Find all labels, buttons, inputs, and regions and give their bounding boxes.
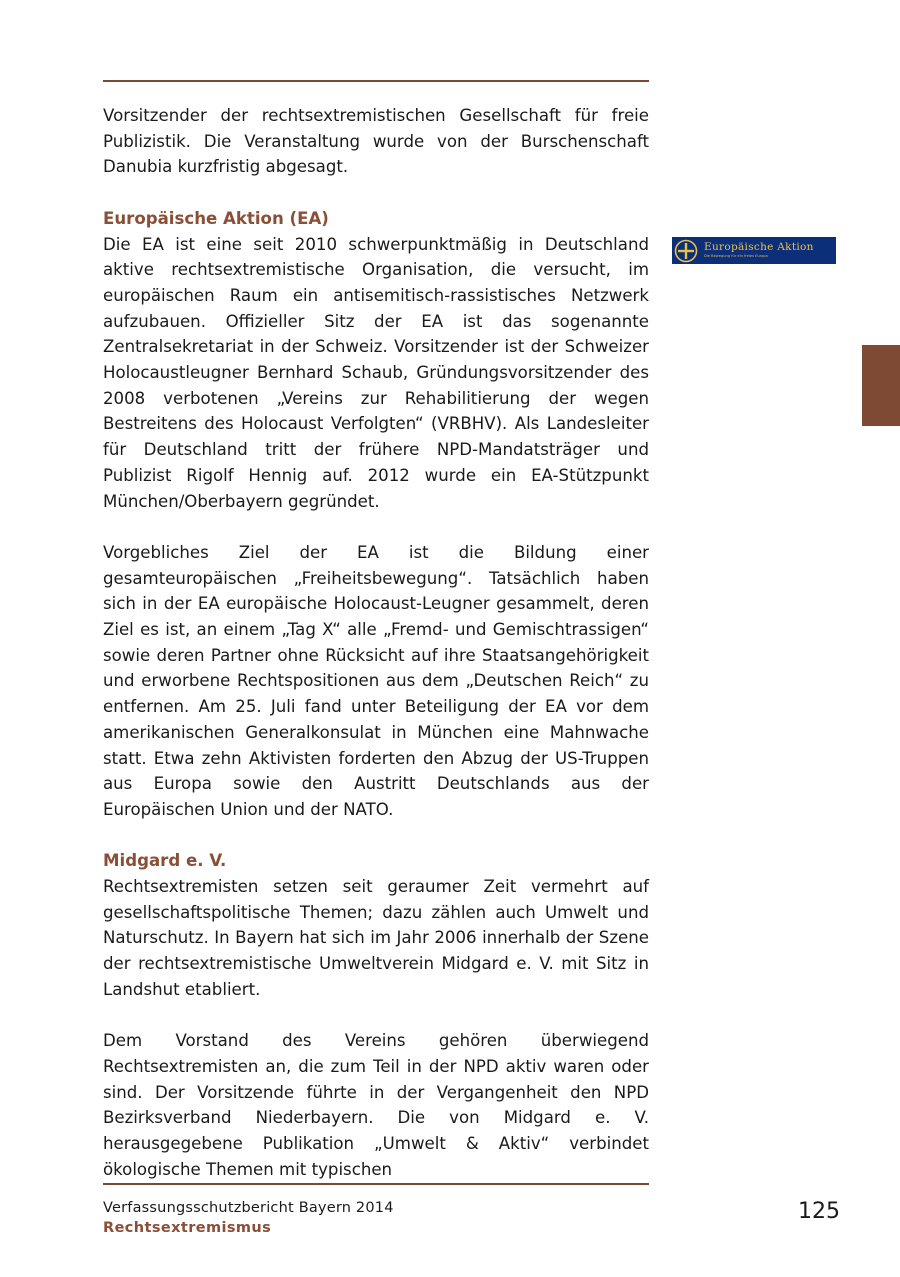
midgard-paragraph-2: Dem Vorstand des Vereins gehören überwiegend Rechtsextremisten an, die zum Teil in der NPD aktiv waren oder sind. Der Vorsitzende führte in der Vergangenheit den NPD Bezirksverband Niederbayern. Die von Midgard e. V. herausgegebene Publikation „Umwelt & Aktiv“ verbindet ökologische Themen mit typischen (103, 1031, 649, 1179)
page-body (103, 103, 649, 1182)
chapter-side-tab (862, 345, 900, 426)
ea-paragraph-2: Vorgebliches Ziel der EA ist die Bildung einer gesamteuropäischen „Freiheitsbewegung“. Tatsächlich haben sich in der EA europäische Holocaust-Leugner gesammelt, deren Ziel es ist, an einem „Tag X“ alle „Fremd- und Gemischtrassigen“ sowie deren Partner ohne Rücksicht auf ihre Staatsangehörigkeit und erworbene Rechtspositionen aus dem „Deutschen Reich“ zu entfernen. Am 25. Juli fand unter Beteiligung der EA vor dem amerikanischen Generalkonsulat in München eine Mahnwache statt. Etwa zehn Aktivisten forderten den Abzug der US-Truppen aus Europa sowie den Austritt Deutschlands aus der Europäischen Union und der NATO. (103, 542, 649, 819)
ea-paragraph-1: Die EA ist eine seit 2010 schwerpunktmäßig in Deutschland aktive rechtsextremistische Organisation, die versucht, im europäischen Raum ein antisemitisch-rassistisches Netzwerk aufzubauen. Offizieller Sitz der EA ist das sogenannte Zentralsekretariat in der Schweiz. Vorsitzender ist der Schweizer Holocaustleugner Bernhard Schaub, Gründungsvorsitzender des 2008 verbotenen „Vereins zur Rehabilitierung der wegen Bestreitens des Holocaust Verfolgten“ (VRBHV). Als Landesleiter für Deutschland tritt der frühere NPD-Mandatsträger und Publizist Rigolf Hennig auf. 2012 wurde ein EA-Stützpunkt München/Oberbayern gegründet. (103, 234, 649, 511)
footer-report-title: Verfassungsschutzbericht Bayern 2014 (103, 1200, 394, 1216)
ea-logo-subtext: Die Bewegung für ein freies Europa (704, 253, 768, 258)
section-heading-ea: Europäische Aktion (EA) (103, 208, 329, 228)
midgard-paragraph-1: Rechtsextremisten setzen seit geraumer Zeit vermehrt auf gesellschaftspolitische Themen; dazu zählen auch Umwelt und Naturschutz. In Bayern hat sich im Jahr 2006 innerhalb der Szene der rechtsextremistische Umweltverein Midgard e. V. mit Sitz in Landshut etabliert. (103, 877, 649, 999)
ea-logo (672, 237, 836, 264)
footer-section-name: Rechtsextremismus (103, 1220, 272, 1236)
cross-circle-icon (674, 239, 698, 263)
footer-rule (103, 1183, 649, 1185)
ea-logo-text: Europäische Aktion (704, 241, 814, 254)
intro-paragraph: Vorsitzender der rechtsextremistischen Gesellschaft für freie Publizistik. Die Veranstaltung wurde von der Burschenschaft Danubia kurzfristig abgesagt. (103, 106, 649, 177)
page-number: 125 (798, 1199, 840, 1224)
header-rule (103, 80, 649, 82)
section-heading-midgard: Midgard e. V. (103, 851, 227, 871)
